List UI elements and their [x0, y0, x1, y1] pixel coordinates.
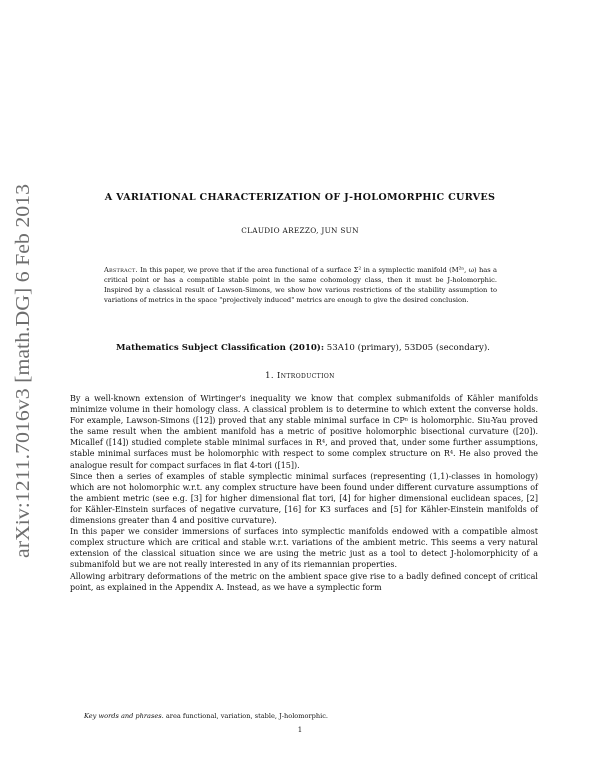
paragraph: In this paper we consider immersions of surfaces into symplectic manifolds endowed with a compatible almost complex structure which are critical and stable w.r.t. variations of the ambient metric. This seems a very natural extension of the classical situation since we are using the metric just as a tool to detect J-holomorphicity of a submanifold but we are not really interested in any of its riemannian properties. — [70, 527, 538, 570]
page-number: 1 — [297, 726, 303, 734]
paper-title: A VARIATIONAL CHARACTERIZATION OF J-HOLOMORPHIC CURVES — [104, 192, 496, 203]
paragraph: Since then a series of examples of stable symplectic minimal surfaces (representing (1,1)-classes in homology) which are not holomorphic w.r.t. any complex structure have been found under different curvature assumptions of the ambient metric (see e.g. [3] for higher dimensional flat tori, [4] for higher dimensional euclidean spaces, [2] for Kähler-Einstein surfaces of negative curvature, [16] for K3 surfaces and [5] for Kähler-Einstein manifolds of dimensions greater than 4 and positive curvature). — [70, 471, 538, 526]
abstract-text: In this paper, we prove that if the area functional of a surface Σ² in a symplectic manifold (M²ⁿ, ω) has a critical point or has a compatible stable point in the same cohomology class, then it must be J-holomorphic. Inspired by a classical result of Lawson-Simons, we show how various restrictions of the stability assumption to variations of metrics in the space "projectively induced" metrics are enough to give the desired conclusion. — [104, 266, 497, 304]
msc-label: Mathematics Subject Classification (2010): — [116, 343, 325, 353]
msc-value: 53A10 (primary), 53D05 (secondary). — [326, 343, 490, 353]
introduction-body — [70, 393, 538, 593]
abstract-label: Abstract. — [104, 266, 138, 274]
author-list: CLAUDIO AREZZO, JUN SUN — [241, 226, 359, 235]
footnote-text: area functional, variation, stable, J-holomorphic. — [165, 712, 329, 720]
paragraph: By a well-known extension of Wirtinger's inequality we know that complex submanifolds of Kähler manifolds minimize volume in their homology class. A classical problem is to determine to which extent the converse holds. For example, Lawson-Simons ([12]) proved that any stable minimal surface in CPⁿ is holomorphic. Siu-Yau proved the same result when the ambient manifold has a metric of positive holomorphic bisectional curvature ([20]). Micallef ([14]) studied complete stable minimal surfaces in R⁴, and proved that, under some further assumptions, stable minimal surfaces must be holomorphic with respect to some complex structure on R⁴. He also proved the analogue result for compact surfaces in flat 4-tori ([15]). — [70, 394, 538, 470]
abstract — [104, 265, 497, 305]
paragraph: Allowing arbitrary deformations of the metric on the ambient space give rise to a badly defined concept of critical point, as explained in the Appendix A. Instead, as we have a symplectic form — [70, 571, 538, 592]
footnote-label: Key words and phrases. — [84, 712, 164, 720]
section-heading-introduction: 1. Introduction — [265, 370, 335, 380]
footnote-keywords — [84, 712, 524, 720]
subject-classification — [116, 343, 516, 353]
arxiv-stamp-text: arXiv:1211.7016v3 [math.DG] 6 Feb 2013 — [13, 224, 34, 558]
